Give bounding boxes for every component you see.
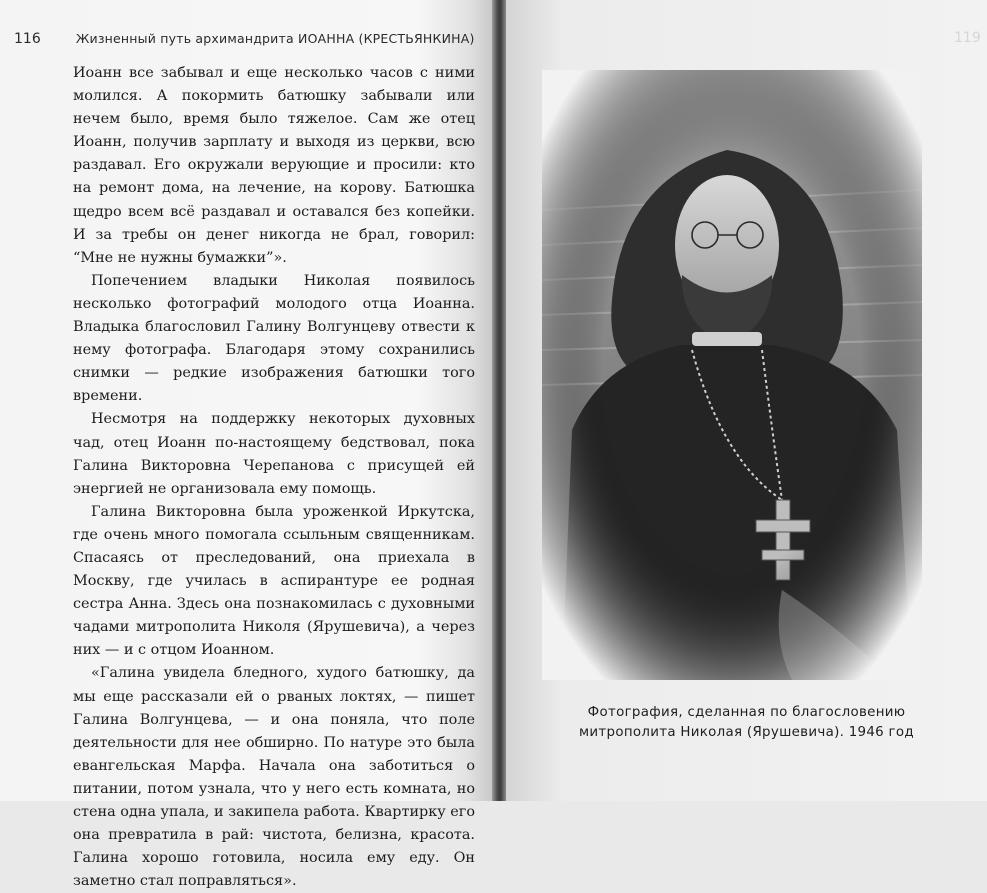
caption-line: митрополита Николая (Ярушевича). 1946 год	[579, 725, 914, 740]
paragraph: Галина Викторовна была уроженкой Иркутска, где очень много помогала ссыльным священникам. Спасаясь от преследований, она приехала в Москву, где училась в аспирантуре ее родная сестра Анна. Здесь она познакомилась с духовными чадами митрополита Николя (Ярушевича), а через них — и с отцом Иоанном.	[73, 503, 475, 659]
page-header	[14, 28, 484, 47]
running-title: Жизненный путь архимандрита ИОАННА (КРЕСТЬЯНКИНА)	[75, 31, 475, 46]
photo-caption	[506, 703, 987, 743]
paragraph: Несмотря на поддержку некоторых духовных чад, отец Иоанн по-настоящему бедствовал, пока Галина Викторовна Черепанова с присущей ей энергией не организовала ему помощь.	[73, 411, 475, 497]
right-page	[506, 0, 987, 801]
caption-line: Фотография, сделанная по благословению	[587, 705, 906, 720]
page-number: 116	[14, 31, 41, 47]
left-page	[0, 0, 492, 890]
priest-portrait-photo	[542, 70, 922, 680]
book-gutter	[492, 0, 506, 801]
bleed-through-page-number: 119	[954, 30, 981, 46]
paragraph: «Галина увидела бледного, худого батюшку, да мы еще рассказали ей о рваных локтях, — пишет Галина Волгунцева, — и она поняла, что поле деятельности для нее обширно. По натуре это была евангельская Марфа. Начала она заботиться о питании, потом узнала, что у него есть комната, но стена одна упала, и закипела работа. Квартирку его она превратила в рай: чистота, белизна, красота. Галина хорошо готовила, носила ему еду. Он заметно стал поправляться».	[73, 665, 476, 890]
body-text	[73, 62, 475, 893]
paragraph: Иоанн все забывал и еще несколько часов с ними молился. А покормить батюшку забывали или нечем было, время было тяжелое. Сам же отец Иоанн, получив зарплату и выходя из церкви, всю раздавал. Его окружали верующие и просили: кто на ремонт дома, на лечение, на корову. Батюшка щедро всем всё раздавал и оставался без копейки. И за требы он денег никогда не брал, говорил: “Мне не нужны бумажки”».	[73, 65, 475, 266]
paragraph: Попечением владыки Николая появилось несколько фотографий молодого отца Иоанна. Владыка благословил Галину Волгунцеву отвести к нему фотографа. Благодаря этому сохранились снимки — редкие изображения батюшки того времени.	[73, 272, 475, 405]
